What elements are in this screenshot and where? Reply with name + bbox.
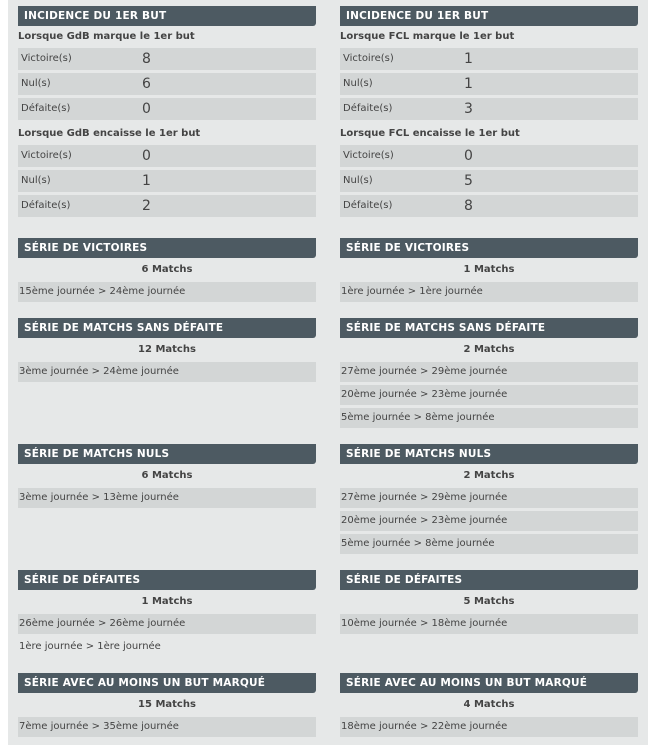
stat-label: Nul(s) [343,78,373,89]
series-block [18,570,316,660]
stat-label: Défaite(s) [21,200,71,211]
stat-value: 5 [464,173,473,189]
match-count: 5 Matchs [463,596,515,607]
section-header: SÉRIE DE MATCHS NULS [340,444,638,464]
incidence-block [340,6,638,217]
incidence-subtitle: Lorsque FCL encaisse le 1er but [340,128,520,139]
stat-value: 8 [142,51,151,67]
stat-row [18,73,316,95]
stat-label: Défaite(s) [21,103,71,114]
section-header: INCIDENCE DU 1ER BUT [18,6,316,26]
stat-value: 1 [464,51,473,67]
match-count: 2 Matchs [463,470,515,481]
incidence-subtitle: Lorsque FCL marque le 1er but [340,31,515,42]
series-block [340,318,638,431]
team-column-gdb [18,6,316,732]
stat-row [340,170,638,192]
section-header: SÉRIE AVEC AU MOINS UN BUT MARQUÉ [18,673,316,693]
stat-label: Victoire(s) [343,150,394,161]
stat-row [340,73,638,95]
stat-row [340,195,638,217]
section-header: INCIDENCE DU 1ER BUT [340,6,638,26]
team-column-fcl [340,6,638,732]
stat-label: Défaite(s) [343,103,393,114]
match-count: 4 Matchs [463,699,515,710]
stat-row [18,145,316,167]
match-count: 1 Matchs [463,264,515,275]
section-header: SÉRIE DE VICTOIRES [340,238,638,258]
stat-value: 8 [464,198,473,214]
section-header: SÉRIE AVEC AU MOINS UN BUT MARQUÉ [340,673,638,693]
journee-range: 1ère journée > 1ère journée [19,641,161,652]
stat-label: Victoire(s) [343,53,394,64]
stat-value: 0 [142,101,151,117]
stat-row [340,48,638,70]
stat-value: 2 [142,198,151,214]
stat-label: Nul(s) [21,175,51,186]
match-count: 1 Matchs [141,596,193,607]
series-block [18,318,316,385]
stat-row [18,98,316,120]
journee-range: 15ème journée > 24ème journée [18,282,316,302]
series-block [18,673,316,740]
stat-value: 1 [464,76,473,92]
series-block [340,238,638,305]
journee-range: 27ème journée > 29ème journée [340,362,638,382]
stat-label: Victoire(s) [21,150,72,161]
stat-value: 0 [142,148,151,164]
stat-label: Nul(s) [343,175,373,186]
stat-label: Victoire(s) [21,53,72,64]
stats-panel [8,0,648,745]
match-count: 15 Matchs [138,699,196,710]
stat-row [18,195,316,217]
stat-row [340,145,638,167]
stat-label: Nul(s) [21,78,51,89]
journee-range: 26ème journée > 26ème journée [18,614,316,634]
series-block [340,570,638,637]
journee-range: 27ème journée > 29ème journée [340,488,638,508]
section-header: SÉRIE DE DÉFAITES [340,570,638,590]
journee-range: 3ème journée > 24ème journée [18,362,316,382]
section-header: SÉRIE DE DÉFAITES [18,570,316,590]
stat-row [18,48,316,70]
journee-range: 20ème journée > 23ème journée [340,385,638,405]
stat-row [340,98,638,120]
journee-range: 18ème journée > 22ème journée [340,717,638,737]
match-count: 6 Matchs [141,470,193,481]
section-header: SÉRIE DE VICTOIRES [18,238,316,258]
journee-range: 5ème journée > 8ème journée [340,534,638,554]
incidence-subtitle: Lorsque GdB encaisse le 1er but [18,128,201,139]
stat-value: 6 [142,76,151,92]
stat-row [18,170,316,192]
journee-range: 20ème journée > 23ème journée [340,511,638,531]
journee-range: 7ème journée > 35ème journée [18,717,316,737]
stat-label: Défaite(s) [343,200,393,211]
journee-range: 10ème journée > 18ème journée [340,614,638,634]
match-count: 2 Matchs [463,344,515,355]
series-block [340,444,638,557]
series-block [18,444,316,511]
section-header: SÉRIE DE MATCHS NULS [18,444,316,464]
match-count: 12 Matchs [138,344,196,355]
incidence-subtitle: Lorsque GdB marque le 1er but [18,31,195,42]
stat-value: 3 [464,101,473,117]
journee-range: 3ème journée > 13ème journée [18,488,316,508]
section-header: SÉRIE DE MATCHS SANS DÉFAITE [340,318,638,338]
incidence-block [18,6,316,217]
section-header: SÉRIE DE MATCHS SANS DÉFAITE [18,318,316,338]
stat-value: 0 [464,148,473,164]
stat-value: 1 [142,173,151,189]
series-block [340,673,638,740]
series-block [18,238,316,305]
journee-range: 1ère journée > 1ère journée [340,282,638,302]
journee-range: 5ème journée > 8ème journée [340,408,638,428]
match-count: 6 Matchs [141,264,193,275]
